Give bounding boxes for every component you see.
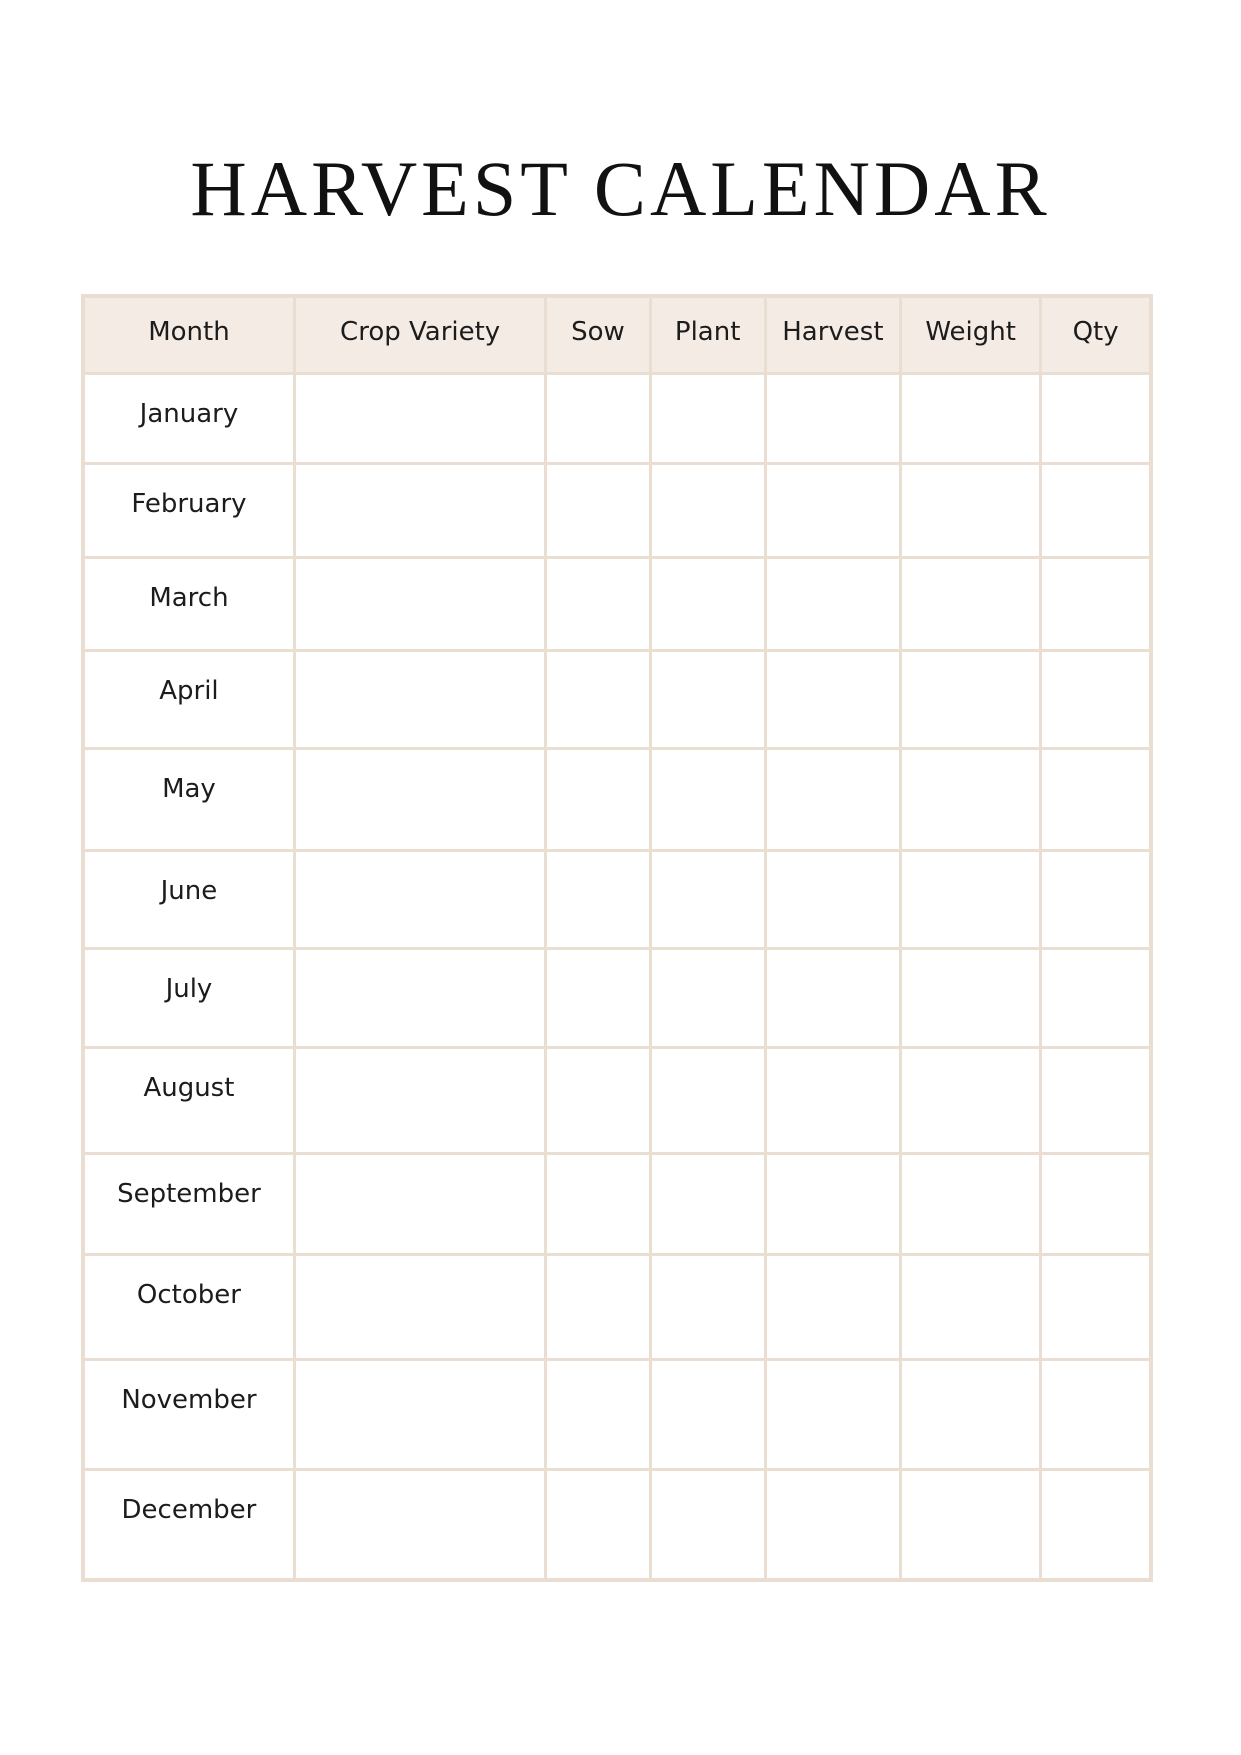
sow-cell[interactable] [546,1470,650,1580]
harvest-cell[interactable] [765,1360,900,1470]
crop-variety-cell[interactable] [294,1154,545,1255]
harvest-cell[interactable] [765,1048,900,1154]
plant-cell[interactable] [650,374,765,464]
weight-cell[interactable] [901,1154,1041,1255]
plant-cell[interactable] [650,558,765,651]
crop-variety-cell[interactable] [294,949,545,1048]
month-cell [83,749,294,851]
harvest-cell[interactable] [765,749,900,851]
table-row [83,1048,1151,1154]
sow-cell[interactable] [546,1048,650,1154]
qty-cell[interactable] [1041,1470,1151,1580]
qty-cell[interactable] [1041,749,1151,851]
month-cell [83,651,294,749]
plant-cell[interactable] [650,949,765,1048]
qty-cell[interactable] [1041,1154,1151,1255]
harvest-cell[interactable] [765,1154,900,1255]
month-label: September [117,1179,261,1209]
crop-variety-cell[interactable] [294,374,545,464]
sow-cell[interactable] [546,374,650,464]
month-label: August [143,1073,235,1103]
crop-variety-cell[interactable] [294,651,545,749]
harvest-cell[interactable] [765,949,900,1048]
crop-variety-cell[interactable] [294,558,545,651]
month-cell [83,464,294,558]
plant-cell[interactable] [650,651,765,749]
month-label: July [165,974,213,1004]
crop-variety-cell[interactable] [294,851,545,949]
header-row [83,296,1151,374]
weight-cell[interactable] [901,1048,1041,1154]
weight-cell[interactable] [901,1470,1041,1580]
crop-variety-cell[interactable] [294,1048,545,1154]
table-row [83,1470,1151,1580]
column-header-plant: Plant [650,296,765,374]
sow-cell[interactable] [546,464,650,558]
sow-cell[interactable] [546,558,650,651]
harvest-cell[interactable] [765,374,900,464]
column-header-harvest: Harvest [765,296,900,374]
plant-cell[interactable] [650,464,765,558]
month-label: March [149,583,229,613]
month-label: November [121,1385,257,1415]
harvest-cell[interactable] [765,651,900,749]
sow-cell[interactable] [546,651,650,749]
column-header-weight: Weight [901,296,1041,374]
plant-cell[interactable] [650,1154,765,1255]
qty-cell[interactable] [1041,1255,1151,1360]
crop-variety-cell[interactable] [294,1470,545,1580]
month-label: October [136,1280,241,1310]
harvest-table [81,294,1153,1582]
month-cell [83,1255,294,1360]
sow-cell[interactable] [546,1360,650,1470]
month-label: December [121,1495,257,1525]
table-row [83,374,1151,464]
weight-cell[interactable] [901,558,1041,651]
harvest-cell[interactable] [765,1470,900,1580]
table-row [83,1255,1151,1360]
qty-cell[interactable] [1041,464,1151,558]
month-cell [83,1470,294,1580]
harvest-cell[interactable] [765,1255,900,1360]
month-label: June [160,876,218,906]
weight-cell[interactable] [901,949,1041,1048]
sow-cell[interactable] [546,749,650,851]
month-cell [83,374,294,464]
column-header-qty: Qty [1041,296,1151,374]
column-header-crop-variety: Crop Variety [294,296,545,374]
table-row [83,851,1151,949]
plant-cell[interactable] [650,749,765,851]
month-cell [83,1154,294,1255]
qty-cell[interactable] [1041,651,1151,749]
table-row [83,949,1151,1048]
weight-cell[interactable] [901,1255,1041,1360]
table-row [83,558,1151,651]
harvest-cell[interactable] [765,851,900,949]
month-label: April [159,676,219,706]
weight-cell[interactable] [901,749,1041,851]
weight-cell[interactable] [901,1360,1041,1470]
month-label: January [139,399,239,429]
month-cell [83,558,294,651]
month-cell [83,1360,294,1470]
table-row [83,651,1151,749]
qty-cell[interactable] [1041,1048,1151,1154]
plant-cell[interactable] [650,1470,765,1580]
weight-cell[interactable] [901,374,1041,464]
month-label: February [131,489,247,519]
plant-cell[interactable] [650,851,765,949]
plant-cell[interactable] [650,1360,765,1470]
qty-cell[interactable] [1041,374,1151,464]
sow-cell[interactable] [546,1255,650,1360]
weight-cell[interactable] [901,851,1041,949]
table-row [83,1154,1151,1255]
sow-cell[interactable] [546,1154,650,1255]
harvest-cell[interactable] [765,464,900,558]
month-cell [83,851,294,949]
qty-cell[interactable] [1041,1360,1151,1470]
table-row [83,464,1151,558]
qty-cell[interactable] [1041,558,1151,651]
weight-cell[interactable] [901,651,1041,749]
column-header-sow: Sow [546,296,650,374]
harvest-cell[interactable] [765,558,900,651]
table-row [83,1360,1151,1470]
crop-variety-cell[interactable] [294,1255,545,1360]
crop-variety-cell[interactable] [294,464,545,558]
qty-cell[interactable] [1041,949,1151,1048]
sow-cell[interactable] [546,851,650,949]
table-row [83,749,1151,851]
month-cell [83,949,294,1048]
sow-cell[interactable] [546,949,650,1048]
column-header-month: Month [83,296,294,374]
plant-cell[interactable] [650,1048,765,1154]
crop-variety-cell[interactable] [294,1360,545,1470]
qty-cell[interactable] [1041,851,1151,949]
plant-cell[interactable] [650,1255,765,1360]
page-title: HARVEST CALENDAR [190,145,1051,233]
month-label: May [162,774,216,804]
weight-cell[interactable] [901,464,1041,558]
crop-variety-cell[interactable] [294,749,545,851]
month-cell [83,1048,294,1154]
